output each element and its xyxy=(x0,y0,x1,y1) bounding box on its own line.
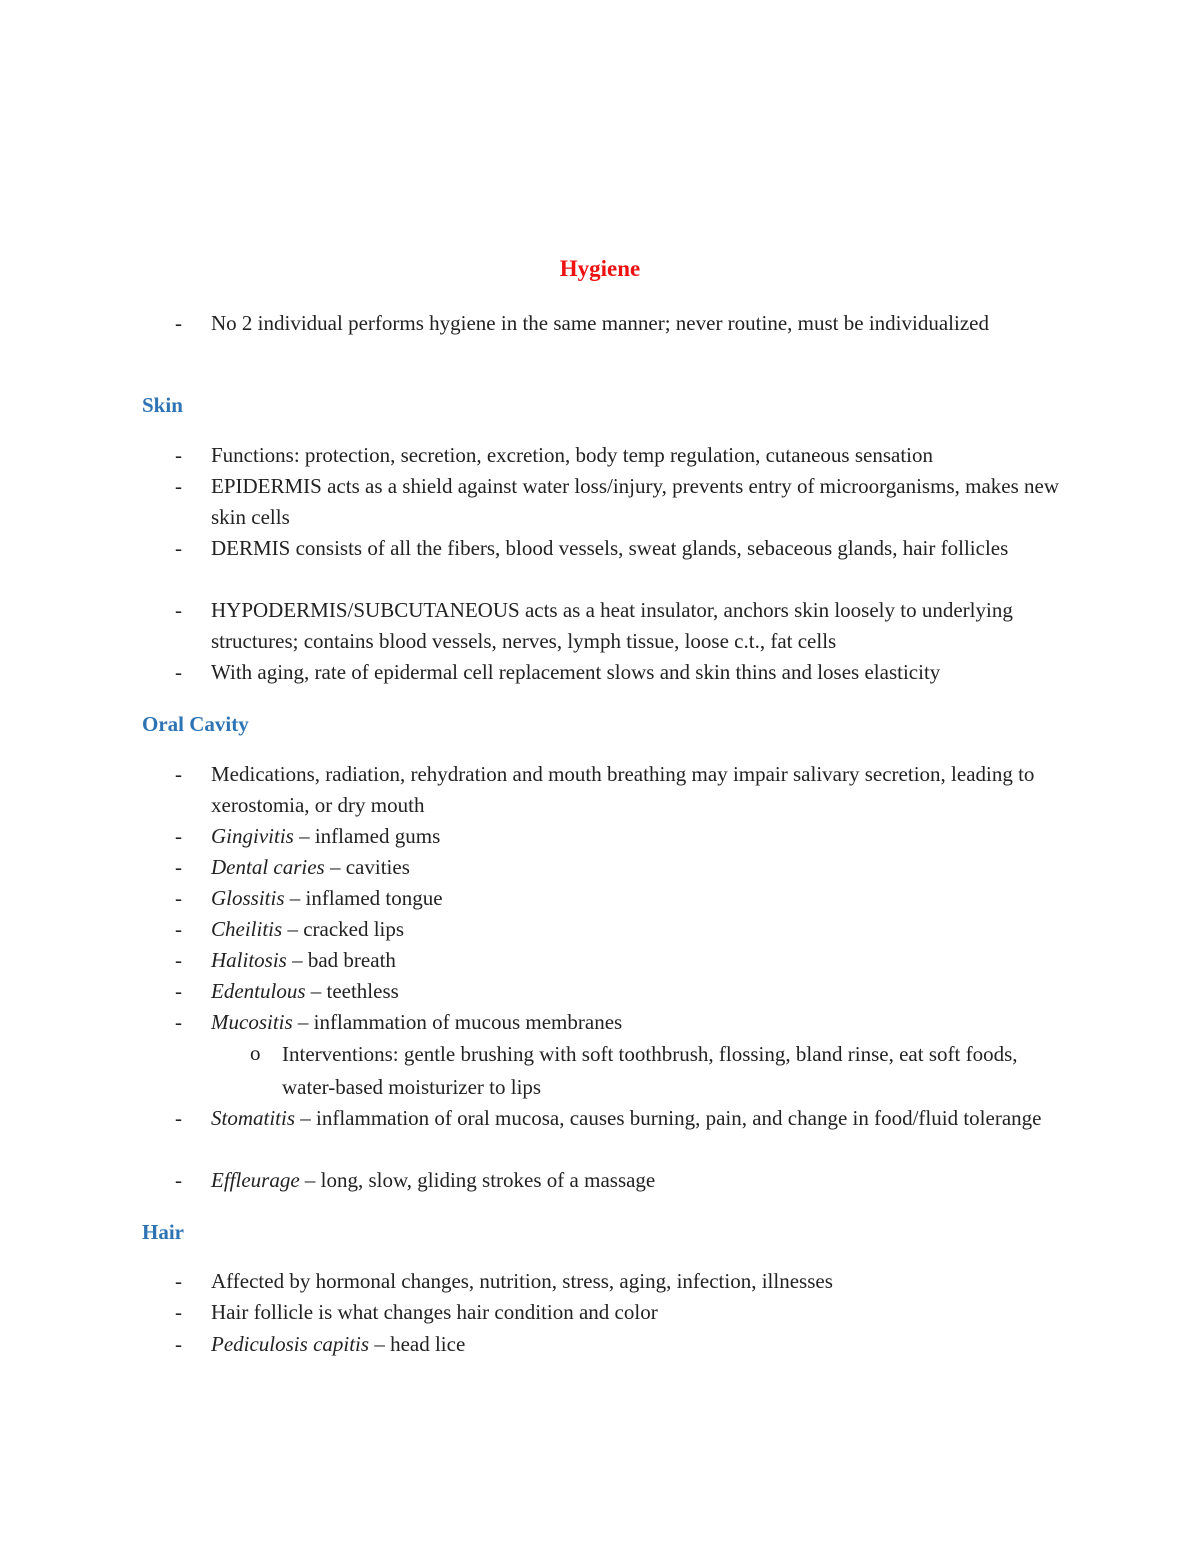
term: Pediculosis capitis xyxy=(211,1332,370,1356)
term-definition: – long, slow, gliding strokes of a massage xyxy=(299,1168,656,1192)
dash-bullet: - xyxy=(175,1332,182,1356)
circle-bullet: o xyxy=(250,1041,261,1065)
term: Edentulous xyxy=(211,979,306,1003)
list-item-text: HYPODERMIS/SUBCUTANEOUS acts as a heat insulator, anchors skin loosely to underlying structures; contains blood vessels, nerves, lymph tissue, loose c.t., fat cells xyxy=(211,598,1013,653)
term: Halitosis xyxy=(211,948,287,972)
term-definition: – inflamed gums xyxy=(293,824,441,848)
dash-bullet: - xyxy=(175,917,182,941)
list-item-text xyxy=(211,914,1071,945)
dash-bullet: - xyxy=(175,311,182,335)
term: Stomatitis xyxy=(211,1106,296,1130)
dash-bullet: - xyxy=(175,979,182,1003)
list-item-text xyxy=(211,852,1071,883)
list-item-text: EPIDERMIS acts as a shield against water loss/injury, prevents entry of microorganisms, makes new skin cells xyxy=(211,474,1059,529)
list-item-text xyxy=(211,1165,1071,1196)
term-definition: – inflammation of mucous membranes xyxy=(292,1010,623,1034)
term: Effleurage xyxy=(211,1168,300,1192)
term-definition: – cavities xyxy=(324,855,410,879)
term-definition: – bad breath xyxy=(286,948,396,972)
term-definition: – cracked lips xyxy=(282,917,405,941)
section-heading-hair: Hair xyxy=(142,1220,184,1244)
section-heading-skin: Skin xyxy=(142,393,183,417)
term: Cheilitis xyxy=(211,917,283,941)
dash-bullet: - xyxy=(175,886,182,910)
dash-bullet: - xyxy=(175,824,182,848)
list-item-text: With aging, rate of epidermal cell replacement slows and skin thins and loses elasticity xyxy=(211,660,941,684)
term: Gingivitis xyxy=(211,824,294,848)
list-item-text: No 2 individual performs hygiene in the same manner; never routine, must be individualized xyxy=(211,311,989,335)
list-item-text xyxy=(211,1103,1071,1134)
term: Mucositis xyxy=(211,1010,293,1034)
dash-bullet: - xyxy=(175,855,182,879)
dash-bullet: - xyxy=(175,660,182,684)
dash-bullet: - xyxy=(175,1010,182,1034)
term: Glossitis xyxy=(211,886,285,910)
list-item-text xyxy=(211,945,1071,976)
term: Dental caries xyxy=(211,855,325,879)
dash-bullet: - xyxy=(175,1269,182,1293)
section-heading-oral-cavity: Oral Cavity xyxy=(142,712,249,736)
dash-bullet: - xyxy=(175,536,182,560)
dash-bullet: - xyxy=(175,1106,182,1130)
list-item-text: Affected by hormonal changes, nutrition, stress, aging, infection, illnesses xyxy=(211,1269,833,1293)
list-item-text xyxy=(211,976,1071,1007)
document-title: Hygiene xyxy=(559,256,641,281)
list-item-text xyxy=(211,1007,1071,1038)
dash-bullet: - xyxy=(175,443,182,467)
term-definition: – head lice xyxy=(369,1332,466,1356)
dash-bullet: - xyxy=(175,1300,182,1324)
list-item-text: Functions: protection, secretion, excretion, body temp regulation, cutaneous sensation xyxy=(211,443,933,467)
list-item-text: Medications, radiation, rehydration and mouth breathing may impair salivary secretion, leading to xerostomia, or dry mouth xyxy=(211,762,1035,817)
dash-bullet: - xyxy=(175,948,182,972)
sub-list-item-text: Interventions: gentle brushing with soft toothbrush, flossing, bland rinse, eat soft foods, water-based moisturizer to lips xyxy=(282,1042,1018,1099)
dash-bullet: - xyxy=(175,598,182,622)
dash-bullet: - xyxy=(175,762,182,786)
list-item-text xyxy=(211,883,1071,914)
dash-bullet: - xyxy=(175,474,182,498)
list-item-text xyxy=(211,821,1071,852)
term-definition: – inflamed tongue xyxy=(284,886,443,910)
term-definition: – inflammation of oral mucosa, causes burning, pain, and change in food/fluid tolerange xyxy=(295,1106,1042,1130)
term-definition: – teethless xyxy=(305,979,399,1003)
list-item-text xyxy=(211,1329,1071,1360)
list-item-text: DERMIS consists of all the fibers, blood vessels, sweat glands, sebaceous glands, hair follicles xyxy=(211,536,1009,560)
list-item-text: Hair follicle is what changes hair condition and color xyxy=(211,1300,658,1324)
dash-bullet: - xyxy=(175,1168,182,1192)
